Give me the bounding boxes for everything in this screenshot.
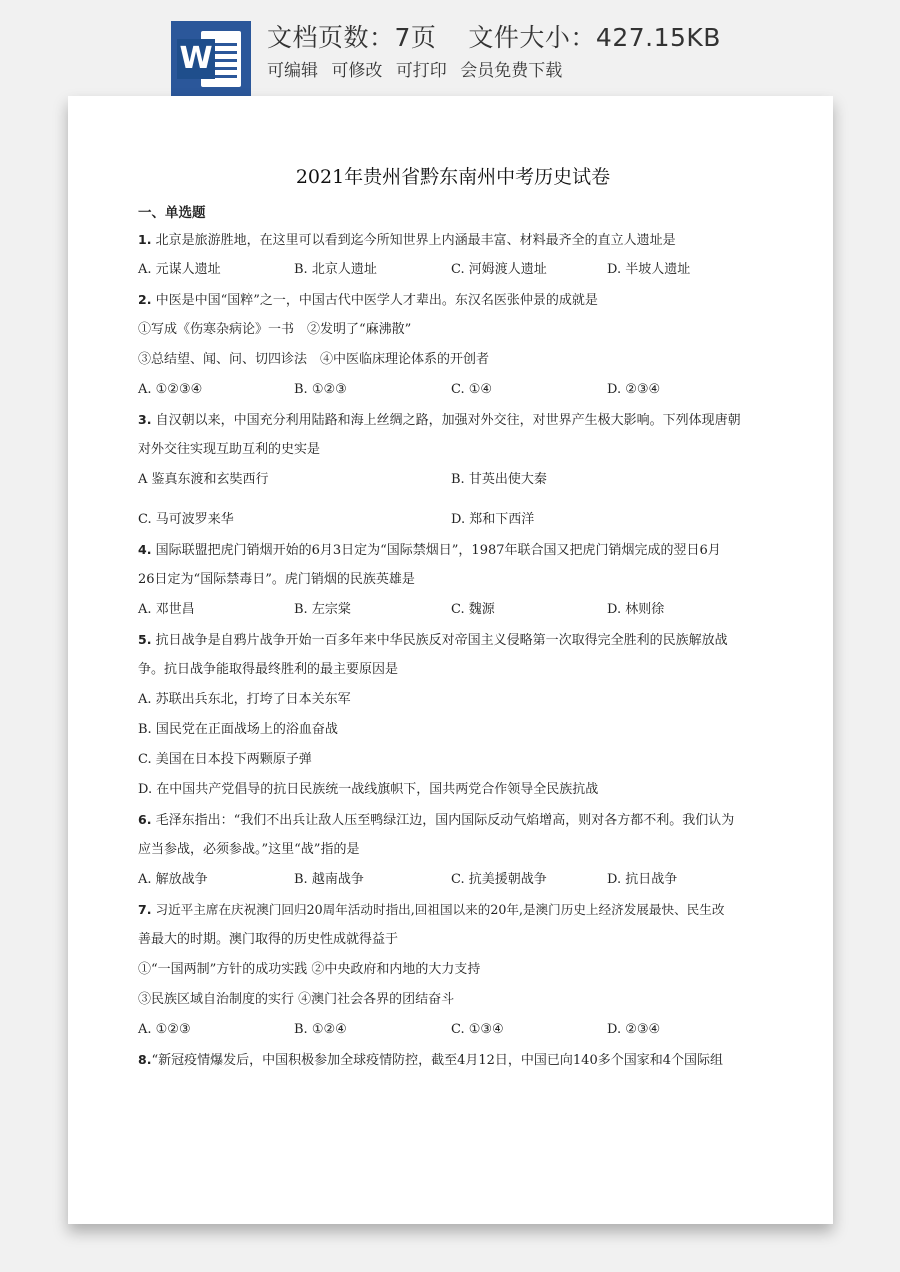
word-document-icon <box>171 21 251 97</box>
question-1: 1. 北京是旅游胜地，在这里可以看到迄今所知世界上内涵最丰富、材料最齐全的直立人遗址是 <box>138 232 676 248</box>
q6-option-a: A. 解放战争 <box>138 872 208 887</box>
section-heading: 一、单选题 <box>138 205 206 221</box>
q6-line-2: 应当参战，必须参战。”这里“战”指的是 <box>138 842 360 857</box>
q3-option-a: A 鉴真东渡和玄奘西行 <box>138 472 269 487</box>
question-6: 6. 毛泽东指出：“我们不出兵让敌人压至鸭绿江边，国内国际反动气焰增高，则对各方都不利。我们认为 <box>138 812 735 828</box>
document-page <box>68 96 833 1224</box>
q2-line-2: ①写成《伤寒杂病论》一书 ②发明了“麻沸散” <box>138 322 412 337</box>
q4-option-b: B. 左宗棠 <box>294 602 351 617</box>
q7-line-3: ①“一国两制”方针的成功实践 ②中央政府和内地的大力支持 <box>138 962 481 977</box>
q4-option-a: A. 邓世昌 <box>138 602 195 617</box>
q7-option-a: A. ①②③ <box>138 1022 191 1037</box>
q4-option-c: C. 魏源 <box>451 602 495 617</box>
q3-line-2: 对外交往实现互助互利的史实是 <box>138 442 321 457</box>
q1-option-b: B. 北京人遗址 <box>294 262 377 277</box>
page-count: 文档页数：7页 <box>267 23 437 52</box>
q7-option-d: D. ②③④ <box>607 1022 661 1037</box>
q5-option-c: C. 美国在日本投下两颗原子弹 <box>138 752 312 767</box>
q2-option-c: C. ①④ <box>451 382 493 397</box>
download-banner <box>0 0 900 96</box>
question-7: 7. 习近平主席在庆祝澳门回归20周年活动时指出,回祖国以来的20年,是澳门历史上经济发展最快、民生改 <box>138 902 725 917</box>
q2-line-3: ③总结望、闻、问、切四诊法 ④中医临床理论体系的开创者 <box>138 352 490 367</box>
q7-line-2: 善最大的时期。澳门取得的历史性成就得益于 <box>138 932 399 947</box>
file-size: 文件大小：427.15KB <box>468 23 721 52</box>
feature-member-download: 会员免费下载 <box>460 61 563 81</box>
q3-option-d: D. 郑和下西洋 <box>451 512 535 527</box>
q3-option-c: C. 马可波罗来华 <box>138 512 234 527</box>
q1-option-a: A. 元谋人遗址 <box>138 262 221 277</box>
q3-option-b: B. 甘英出使大秦 <box>451 472 547 487</box>
q7-option-b: B. ①②④ <box>294 1022 347 1037</box>
document-title: 2021年贵州省黔东南州中考历史试卷 <box>295 166 611 188</box>
q4-line-2: 26日定为“国际禁毒日”。虎门销烟的民族英雄是 <box>138 572 415 587</box>
question-4: 4. 国际联盟把虎门销烟开始的6月3日定为“国际禁烟日”，1987年联合国又把虎门销烟完成的翌日6月 <box>138 542 721 558</box>
question-3: 3. 自汉朝以来，中国充分利用陆路和海上丝绸之路，加强对外交往，对世界产生极大影响。下列体现唐朝 <box>138 412 741 428</box>
q7-option-c: C. ①③④ <box>451 1022 504 1037</box>
q6-option-b: B. 越南战争 <box>294 872 364 887</box>
q2-option-a: A. ①②③④ <box>138 382 203 397</box>
q4-option-d: D. 林则徐 <box>607 602 665 617</box>
word-icon-letter: W <box>177 39 215 79</box>
q2-option-b: B. ①②③ <box>294 382 347 397</box>
feature-editable: 可编辑 <box>267 61 318 81</box>
question-5: 5. 抗日战争是自鸦片战争开始一百多年来中华民族反对帝国主义侵略第一次取得完全胜利的民族解放战 <box>138 632 728 648</box>
feature-printable: 可打印 <box>395 61 447 81</box>
banner-title <box>267 18 721 54</box>
q5-option-d: D. 在中国共产党倡导的抗日民族统一战线旗帜下，国共两党合作领导全民族抗战 <box>138 782 599 797</box>
q2-option-d: D. ②③④ <box>607 382 661 397</box>
question-2: 2. 中医是中国“国粹”之一，中国古代中医学人才辈出。东汉名医张仲景的成就是 <box>138 292 598 308</box>
q1-option-c: C. 河姆渡人遗址 <box>451 262 547 277</box>
banner-features <box>267 56 570 81</box>
q5-option-a: A. 苏联出兵东北，打垮了日本关东军 <box>138 692 351 707</box>
q1-option-d: D. 半坡人遗址 <box>607 262 691 277</box>
question-8: 8.“新冠疫情爆发后，中国积极参加全球疫情防控，截至4月12日，中国已向140多个国家和4个国际组 <box>138 1052 723 1068</box>
q5-option-b: B. 国民党在正面战场上的浴血奋战 <box>138 722 338 737</box>
q6-option-c: C. 抗美援朝战争 <box>451 872 547 887</box>
feature-modifiable: 可修改 <box>331 61 383 81</box>
q6-option-d: D. 抗日战争 <box>607 872 678 887</box>
q7-line-4: ③民族区域自治制度的实行 ④澳门社会各界的团结奋斗 <box>138 992 455 1007</box>
q5-line-2: 争。抗日战争能取得最终胜利的最主要原因是 <box>138 662 399 677</box>
